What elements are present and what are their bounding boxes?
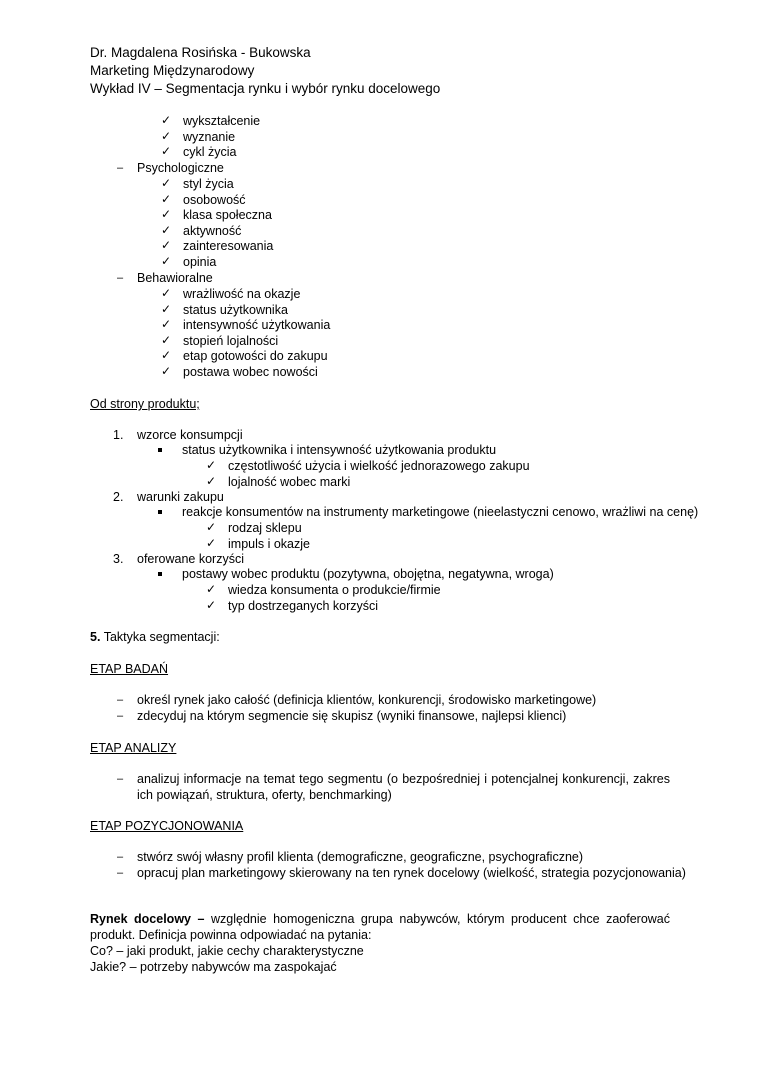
check-icon: ✓ <box>206 582 217 596</box>
stage-item: analizuj informacje na temat tego segmentu (o bezpośredniej i potencjalnej konkurencji, zakres ich powiązań, struktura, oferty, benchmarking) <box>137 772 670 802</box>
dash-icon: – <box>117 851 124 863</box>
check-icon: ✓ <box>206 598 217 612</box>
list-item: wykształcenie <box>183 114 261 128</box>
check-icon: ✓ <box>161 223 172 237</box>
dash-icon: – <box>117 694 124 706</box>
list-item: styl życia <box>183 177 234 191</box>
list-item: opinia <box>183 255 217 269</box>
check-icon: ✓ <box>161 254 172 268</box>
dash-icon: – <box>117 773 124 785</box>
bullet-item: reakcje konsumentów na instrumenty marketingowe (nieelastyczni cenowo, wrażliwi na cenę) <box>182 505 699 519</box>
dash-icon: – <box>117 272 124 284</box>
list-item: postawa wobec nowości <box>183 365 318 379</box>
tactics-title-text: Taktyka segmentacji: <box>103 630 220 644</box>
check-icon: ✓ <box>206 536 217 550</box>
check-icon: ✓ <box>161 302 172 316</box>
check-icon: ✓ <box>161 348 172 362</box>
numbered-item: oferowane korzyści <box>137 552 244 566</box>
dash-icon: – <box>117 162 124 174</box>
check-icon: ✓ <box>161 333 172 347</box>
dash-icon: – <box>117 867 124 879</box>
stage-item: zdecyduj na którym segmencie się skupisz (wyniki finansowe, najlepsi klienci) <box>137 709 567 723</box>
author-line: Dr. Magdalena Rosińska - Bukowska <box>90 45 311 60</box>
question-line: Co? – jaki produkt, jakie cechy charakterystyczne <box>90 944 364 958</box>
numbered-item: warunki zakupu <box>137 490 224 504</box>
check-icon: ✓ <box>161 317 172 331</box>
check-icon: ✓ <box>161 176 172 190</box>
check-icon: ✓ <box>161 207 172 221</box>
list-number: 1. <box>113 428 124 442</box>
list-item: status użytkownika <box>183 303 288 317</box>
list-item: wrażliwość na okazje <box>183 287 301 301</box>
square-bullet-icon <box>158 510 162 514</box>
list-item: wiedza konsumenta o produkcie/firmie <box>228 583 441 597</box>
numbered-item: wzorce konsumpcji <box>137 428 243 442</box>
check-icon: ✓ <box>161 364 172 378</box>
square-bullet-icon <box>158 572 162 576</box>
category-label: Psychologiczne <box>137 161 224 175</box>
check-icon: ✓ <box>161 129 172 143</box>
tactics-title <box>90 629 220 645</box>
list-number: 3. <box>113 552 124 566</box>
list-item: stopień lojalności <box>183 334 279 348</box>
category-label: Behawioralne <box>137 271 213 285</box>
check-icon: ✓ <box>206 458 217 472</box>
list-item: aktywność <box>183 224 242 238</box>
stage-heading: ETAP POZYCJONOWANIA <box>90 819 244 833</box>
course-line: Marketing Międzynarodowy <box>90 63 255 78</box>
tactics-number: 5. <box>90 630 101 644</box>
target-market-term: Rynek docelowy – <box>90 912 205 926</box>
dash-icon: – <box>117 710 124 722</box>
check-icon: ✓ <box>206 474 217 488</box>
list-item: impuls i okazje <box>228 537 310 551</box>
list-item: klasa społeczna <box>183 208 272 222</box>
list-item: lojalność wobec marki <box>228 475 351 489</box>
section-heading: Od strony produktu; <box>90 397 200 411</box>
list-item: zainteresowania <box>183 239 274 253</box>
check-icon: ✓ <box>161 238 172 252</box>
check-icon: ✓ <box>161 144 172 158</box>
lecture-title: Wykład IV – Segmentacja rynku i wybór rynku docelowego <box>90 81 441 96</box>
list-item: wyznanie <box>183 130 236 144</box>
list-item: typ dostrzeganych korzyści <box>228 599 379 613</box>
list-item: rodzaj sklepu <box>228 521 302 535</box>
list-item: cykl życia <box>183 145 237 159</box>
bullet-item: postawy wobec produktu (pozytywna, obojętna, negatywna, wroga) <box>182 567 554 581</box>
list-item: intensywność użytkowania <box>183 318 331 332</box>
stage-item: opracuj plan marketingowy skierowany na ten rynek docelowy (wielkość, strategia pozycjonowania) <box>137 866 686 880</box>
list-item: częstotliwość użycia i wielkość jednorazowego zakupu <box>228 459 530 473</box>
square-bullet-icon <box>158 448 162 452</box>
list-item: osobowość <box>183 193 246 207</box>
stage-heading: ETAP BADAŃ <box>90 662 169 676</box>
list-number: 2. <box>113 490 124 504</box>
check-icon: ✓ <box>161 286 172 300</box>
question-line: Jakie? – potrzeby nabywców ma zaspokajać <box>90 960 337 974</box>
stage-heading: ETAP ANALIZY <box>90 741 177 755</box>
check-icon: ✓ <box>161 113 172 127</box>
check-icon: ✓ <box>206 520 217 534</box>
list-item: etap gotowości do zakupu <box>183 349 328 363</box>
check-icon: ✓ <box>161 192 172 206</box>
stage-item: stwórz swój własny profil klienta (demograficzne, geograficzne, psychograficzne) <box>137 850 584 864</box>
target-market-text: względnie homogeniczna grupa nabywców, którym producent chce zaoferować produkt. Definicja powinna odpowiadać na pytania: <box>90 912 671 942</box>
stage-item: określ rynek jako całość (definicja klientów, konkurencji, środowisko marketingowe) <box>137 693 597 707</box>
target-market-definition <box>90 911 670 943</box>
bullet-item: status użytkownika i intensywność użytkowania produktu <box>182 443 497 457</box>
